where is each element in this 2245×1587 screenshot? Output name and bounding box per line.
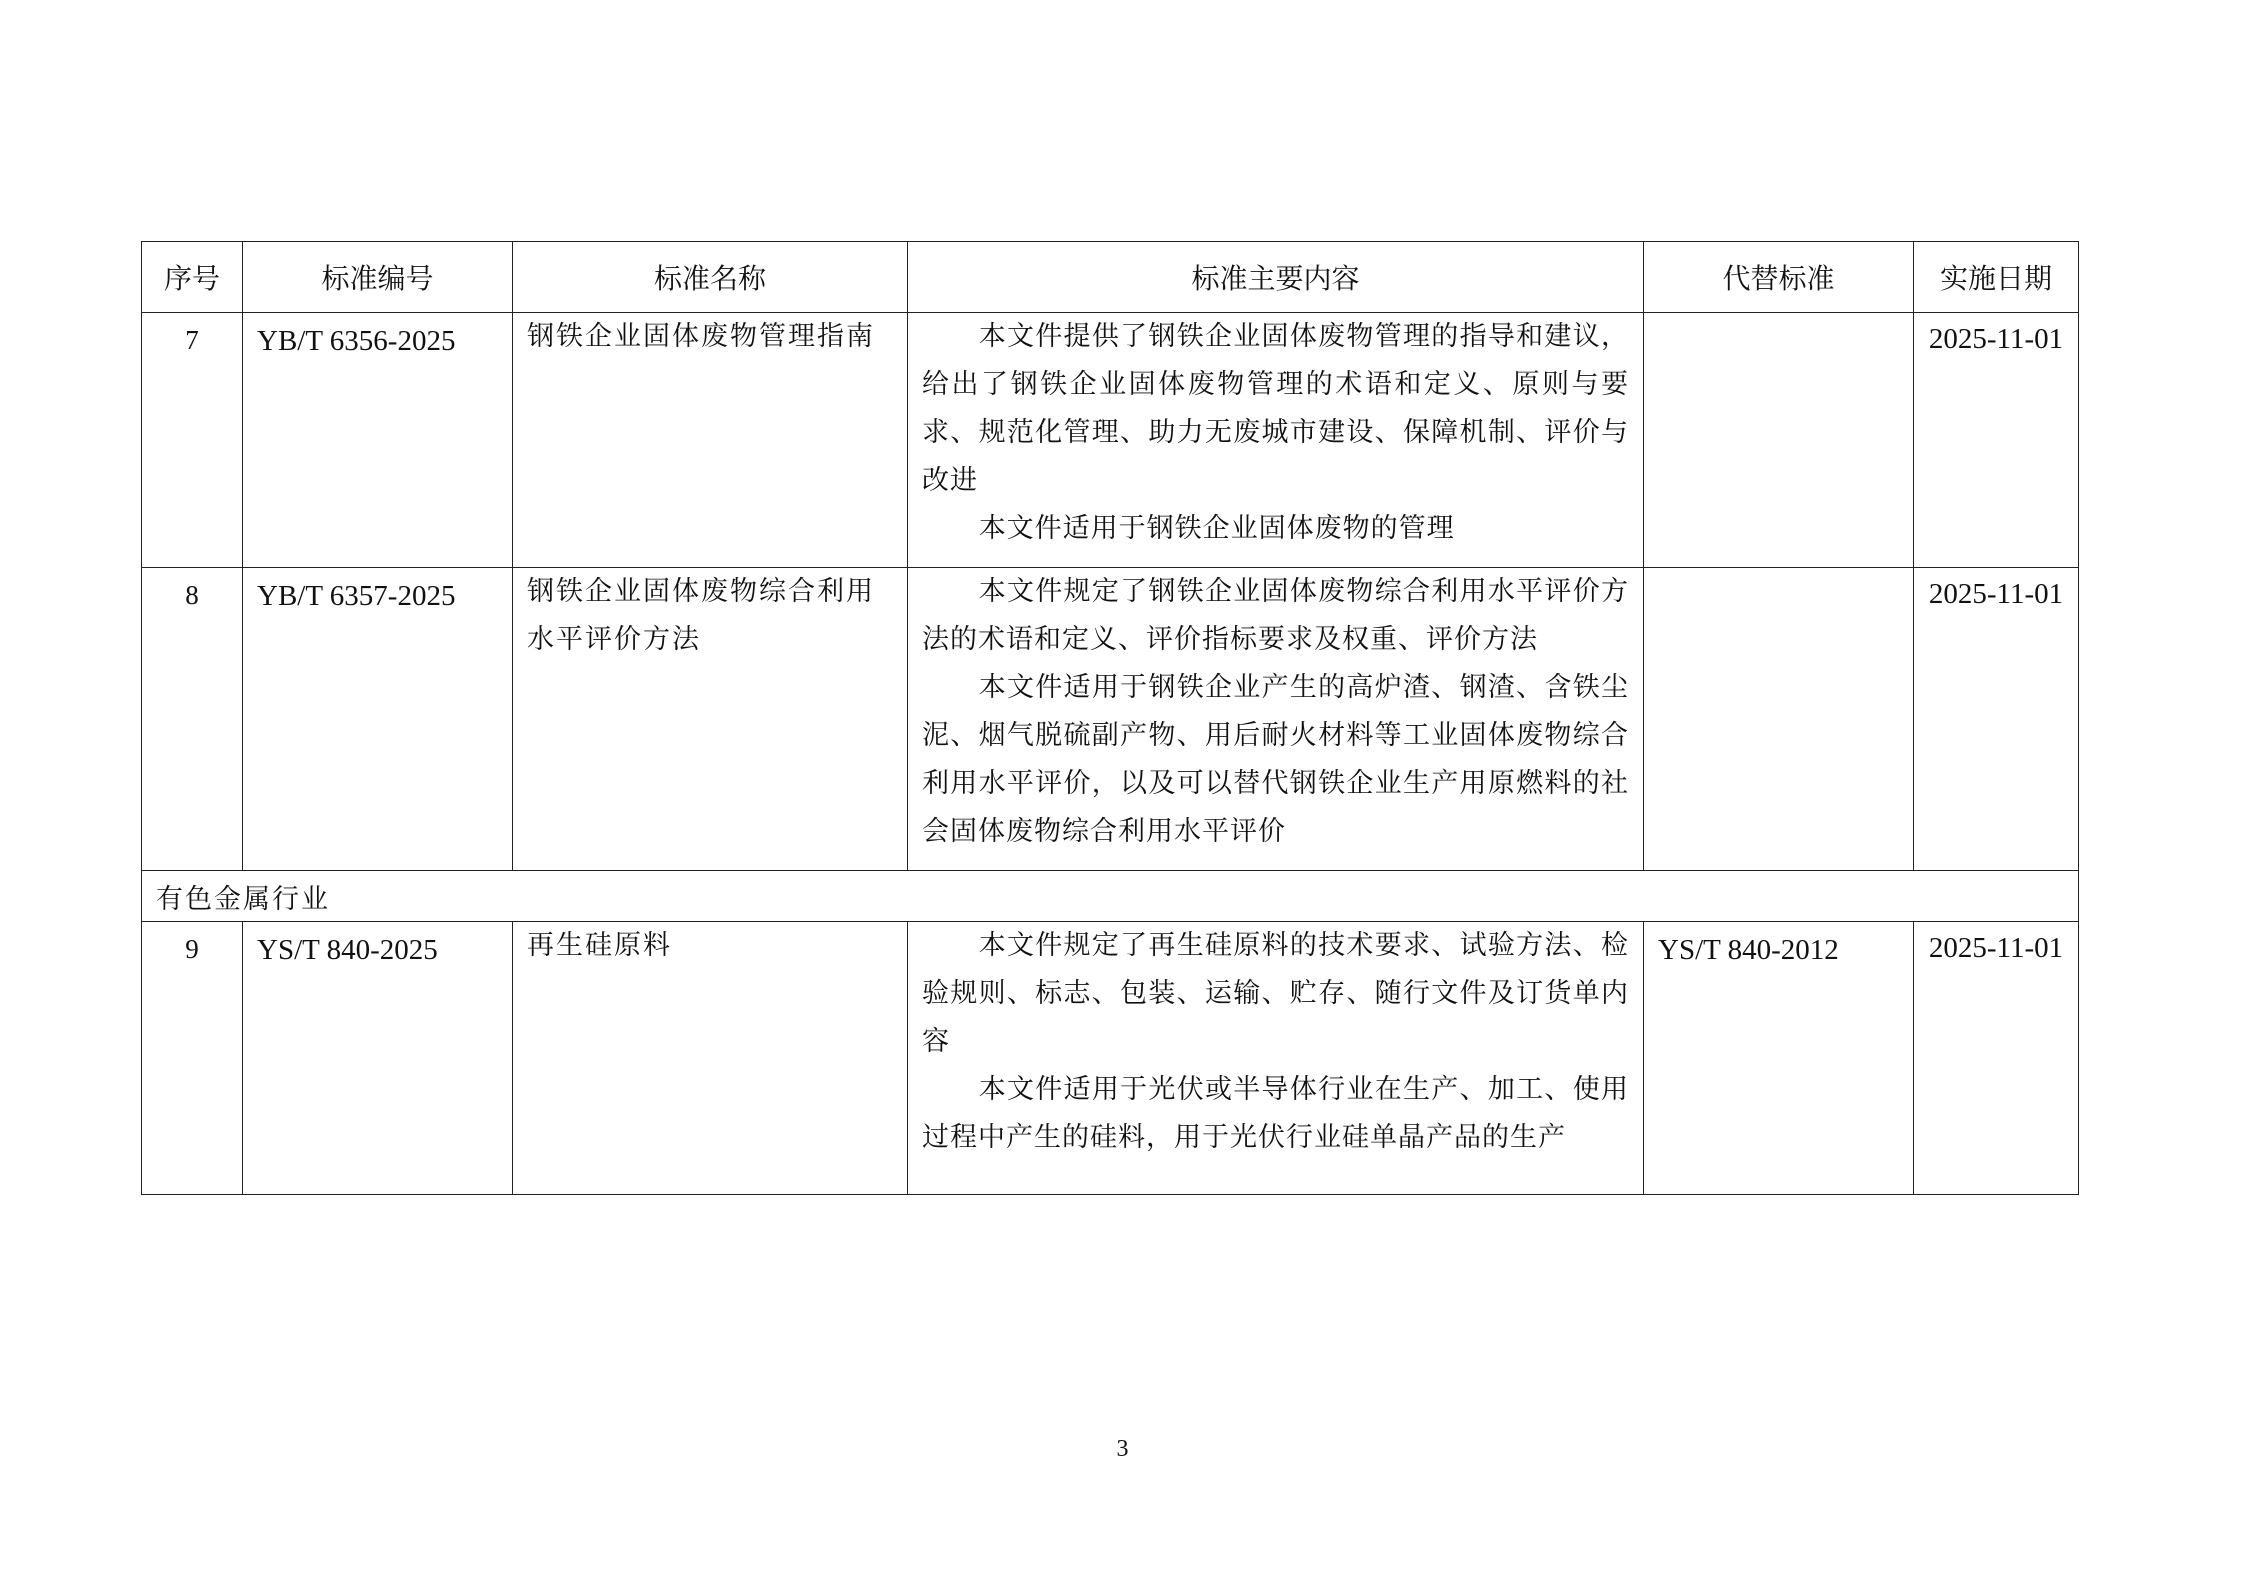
content-paragraph: 本文件适用于光伏或半导体行业在生产、加工、使用过程中产生的硅料，用于光伏行业硅单晶产品的生产 bbox=[922, 1074, 1629, 1153]
page-number: 3 bbox=[1116, 1436, 1129, 1462]
content-paragraph: 本文件适用于钢铁企业固体废物的管理 bbox=[978, 513, 1455, 544]
row-standard-code: YB/T 6357-2025 bbox=[243, 568, 513, 871]
header-standard-code: 标准编号 bbox=[243, 242, 513, 313]
row-replaced-standard bbox=[1644, 568, 1914, 871]
row-standard-name: 再生硅原料 bbox=[527, 930, 672, 961]
header-implementation-date: 实施日期 bbox=[1914, 242, 2079, 313]
header-serial-no: 序号 bbox=[142, 242, 243, 313]
row-serial-no: 7 bbox=[142, 313, 243, 568]
row-standard-name: 钢铁企业固体废物综合利用水平评价方法 bbox=[527, 576, 875, 655]
section-heading: 有色金属行业 bbox=[142, 871, 2079, 922]
row-main-content bbox=[908, 922, 1644, 1195]
content-paragraph: 本文件适用于钢铁企业产生的高炉渣、钢渣、含铁尘泥、烟气脱硫副产物、用后耐火材料等工业固体废物综合利用水平评价，以及可以替代钢铁企业生产用原燃料的社会固体废物综合利用水平评价 bbox=[922, 672, 1629, 847]
table-row bbox=[142, 313, 2079, 568]
row-standard-name-cell bbox=[513, 568, 908, 871]
row-replaced-standard: YS/T 840-2012 bbox=[1644, 922, 1914, 1195]
row-standard-name: 钢铁企业固体废物管理指南 bbox=[527, 321, 875, 352]
standards-table bbox=[141, 241, 2079, 1195]
header-main-content: 标准主要内容 bbox=[908, 242, 1644, 313]
content-paragraph: 本文件提供了钢铁企业固体废物管理的指导和建议，给出了钢铁企业固体废物管理的术语和定义、原则与要求、规范化管理、助力无废城市建设、保障机制、评价与改进 bbox=[922, 321, 1629, 496]
row-standard-name-cell bbox=[513, 922, 908, 1195]
content-paragraph: 本文件规定了钢铁企业固体废物综合利用水平评价方法的术语和定义、评价指标要求及权重、评价方法 bbox=[922, 576, 1629, 655]
table-row bbox=[142, 568, 2079, 871]
row-standard-name-cell bbox=[513, 313, 908, 568]
row-main-content bbox=[908, 313, 1644, 568]
section-row bbox=[142, 871, 2079, 922]
row-serial-no: 9 bbox=[142, 922, 243, 1195]
table-header-row bbox=[142, 242, 2079, 313]
row-serial-no: 8 bbox=[142, 568, 243, 871]
row-standard-code: YB/T 6356-2025 bbox=[243, 313, 513, 568]
row-implementation-date: 2025-11-01 bbox=[1914, 922, 2079, 1195]
header-standard-name: 标准名称 bbox=[513, 242, 908, 313]
header-replaced-standard: 代替标准 bbox=[1644, 242, 1914, 313]
row-implementation-date: 2025-11-01 bbox=[1914, 568, 2079, 871]
content-paragraph: 本文件规定了再生硅原料的技术要求、试验方法、检验规则、标志、包装、运输、贮存、随行文件及订货单内容 bbox=[922, 930, 1629, 1057]
row-main-content bbox=[908, 568, 1644, 871]
table-row bbox=[142, 922, 2079, 1195]
row-implementation-date: 2025-11-01 bbox=[1914, 313, 2079, 568]
row-standard-code: YS/T 840-2025 bbox=[243, 922, 513, 1195]
row-replaced-standard bbox=[1644, 313, 1914, 568]
